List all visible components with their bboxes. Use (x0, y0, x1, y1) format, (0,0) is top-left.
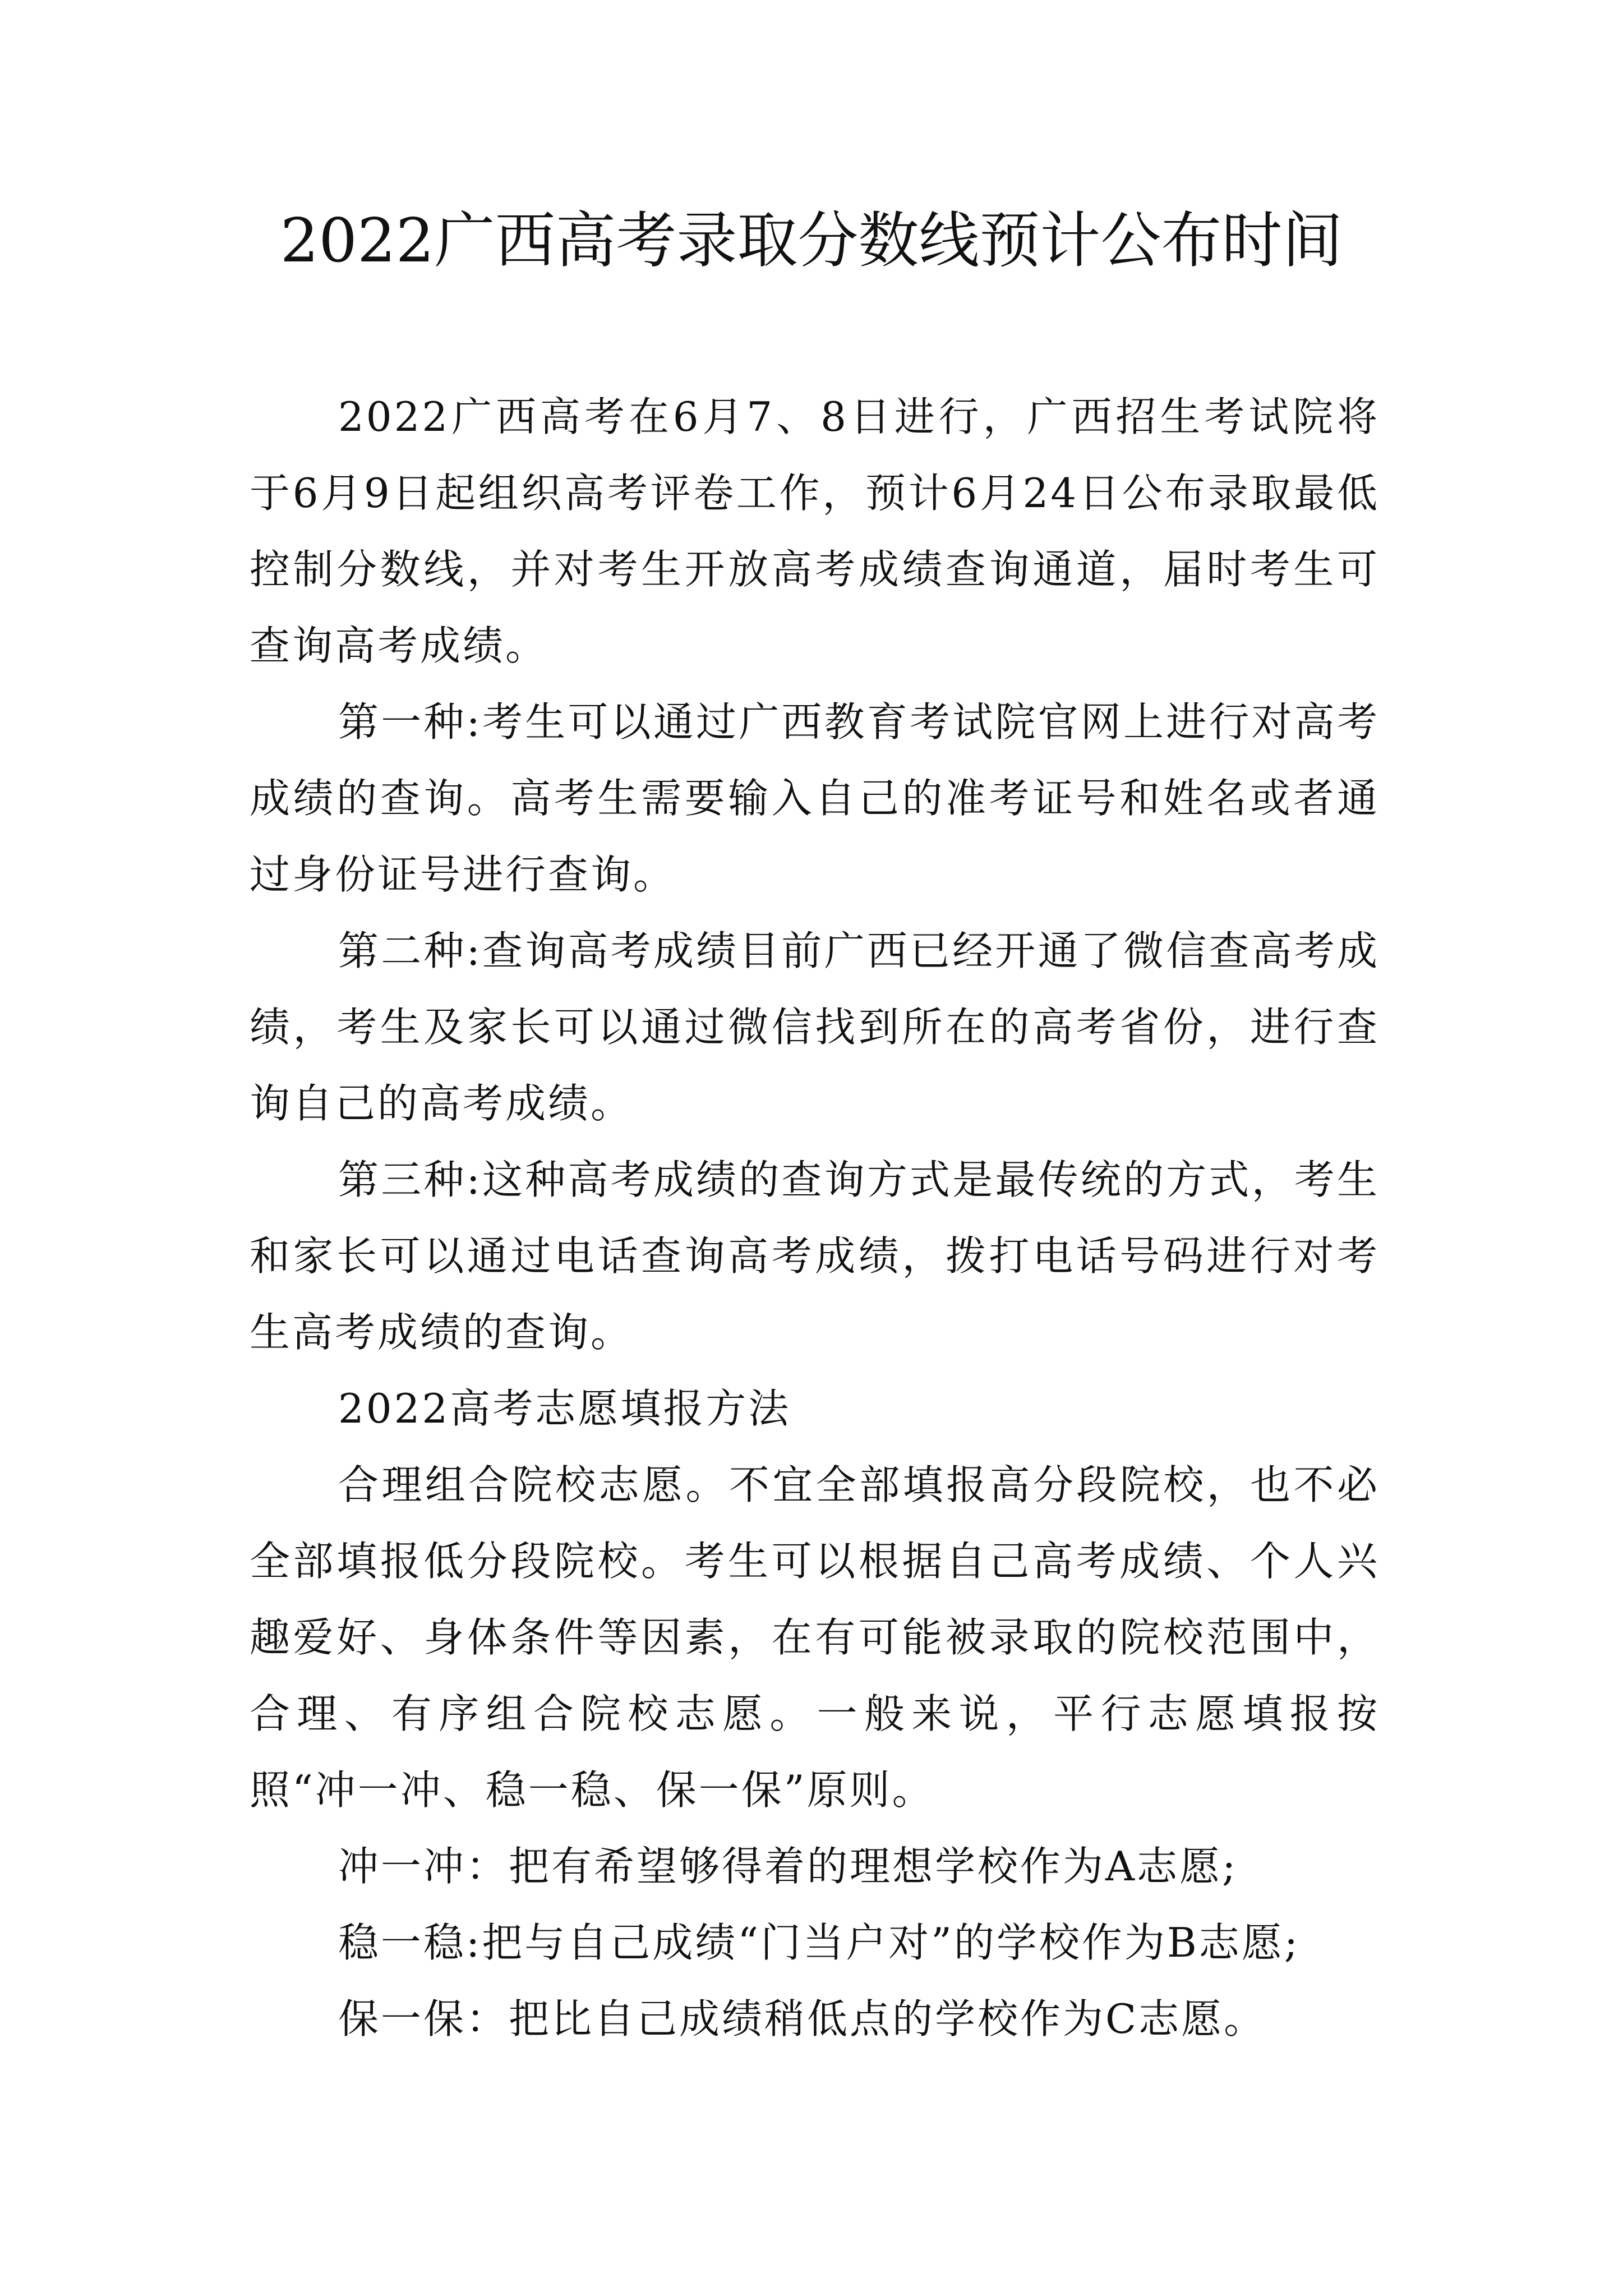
paragraph-choice-a: 冲一冲：把有希望够得着的理想学校作为A志愿; (338, 1843, 1238, 1890)
paragraph-method-1: 第一种:考生可以通过广西教育考试院官网上进行对高考成绩的查询。高考生需要输入自己的准考证号和姓名或者通过身份证号进行查询。 (250, 698, 1380, 898)
paragraph-choice-b: 稳一稳:把与自己成绩“门当户对”的学校作为B志愿; (338, 1919, 1301, 1966)
document-body (250, 379, 1380, 2057)
paragraph-method-3: 第三种:这种高考成绩的查询方式是最传统的方式，考生和家长可以通过电话查询高考成绩，拨打电话号码进行对考生高考成绩的查询。 (250, 1156, 1380, 1356)
paragraph-method-2: 第二种:查询高考成绩目前广西已经开通了微信查高考成绩，考生及家长可以通过微信找到所在的高考省份，进行查询自己的高考成绩。 (250, 927, 1380, 1127)
section-heading-volunteer: 2022高考志愿填报方法 (338, 1385, 791, 1432)
paragraph-intro: 2022广西高考在6月7、8日进行，广西招生考试院将于6月9日起组织高考评卷工作，预计6月24日公布录取最低控制分数线，并对考生开放高考成绩查询通道，届时考生可查询高考成绩。 (250, 393, 1380, 669)
paragraph-volunteer-advice: 合理组合院校志愿。不宜全部填报高分段院校，也不必全部填报低分段院校。考生可以根据自己高考成绩、个人兴趣爱好、身体条件等因素，在有可能被录取的院校范围中，合理、有序组合院校志愿。一般来说，平行志愿填报按照“冲一冲、稳一稳、保一保”原则。 (250, 1461, 1380, 1814)
paragraph-choice-c: 保一保：把比自己成绩稍低点的学校作为C志愿。 (338, 1995, 1267, 2042)
document-title: 2022广西高考录取分数线预计公布时间 (280, 206, 1343, 276)
